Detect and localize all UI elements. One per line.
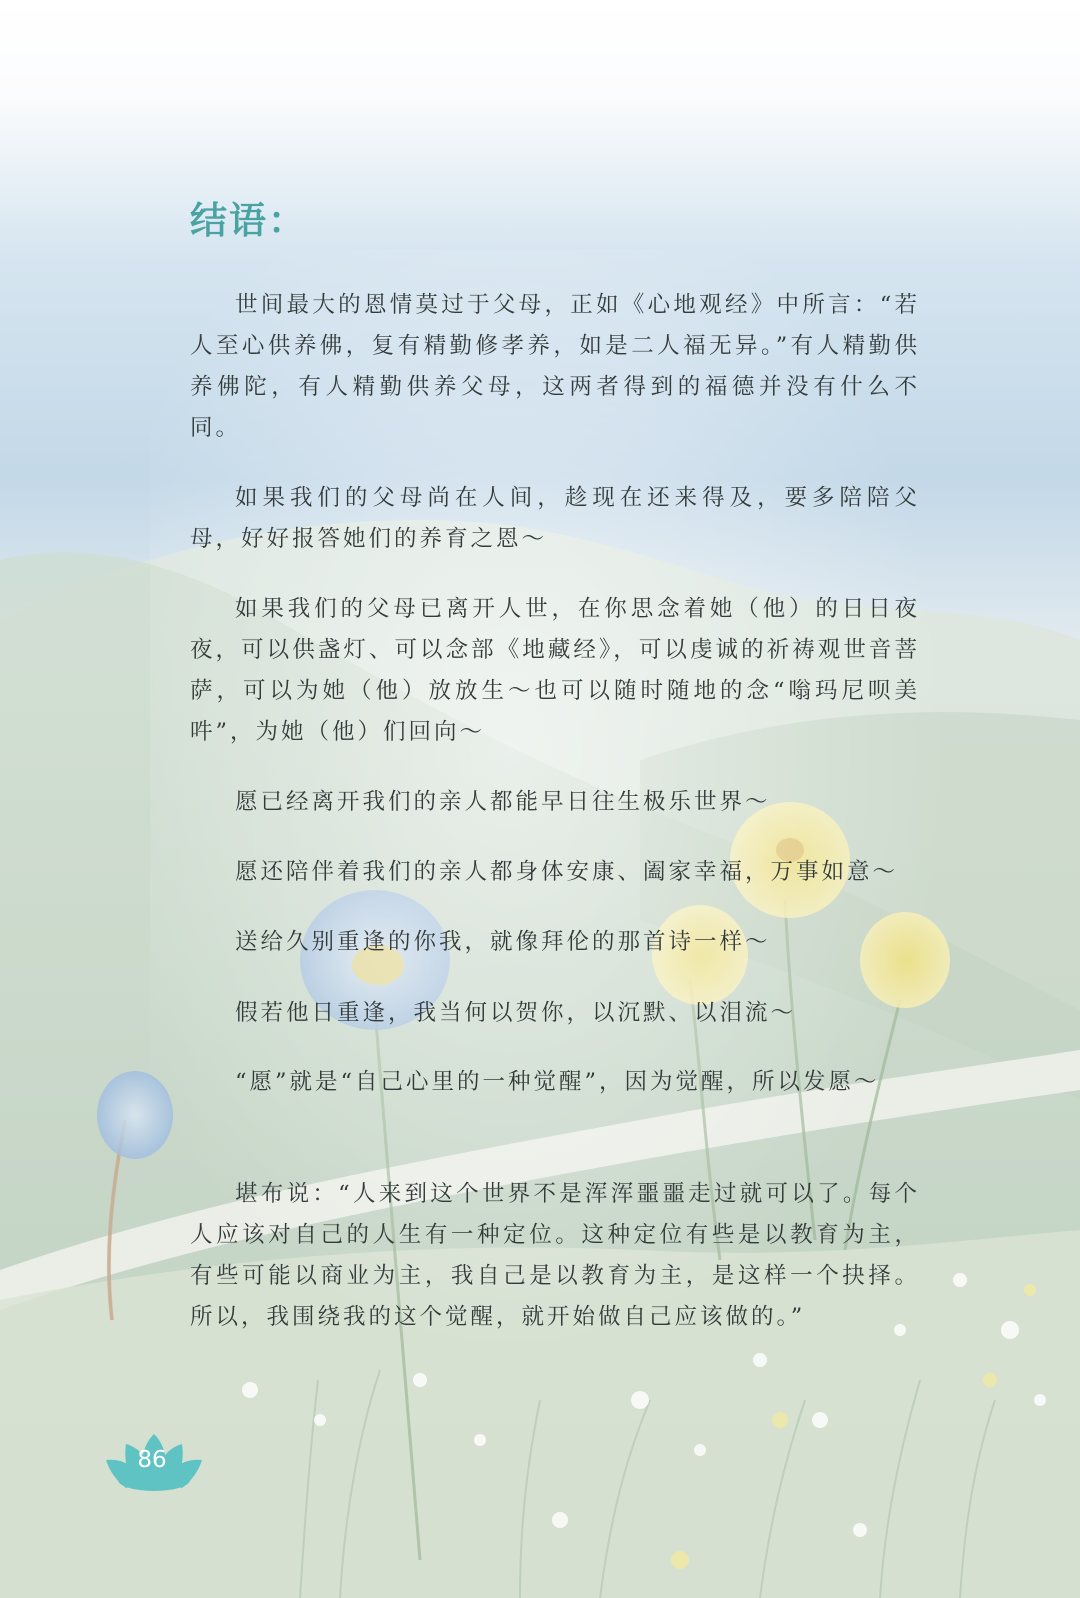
- section-heading: 结语：: [190, 199, 307, 242]
- paragraph-2: 如果我们的父母尚在人间，趁现在还来得及，要多陪陪父母，好好报答她们的养育之恩～: [190, 485, 920, 552]
- paragraph-3: 如果我们的父母已离开人世，在你思念着她（他）的日日夜夜，可以供盏灯、可以念部《地藏经》，可以虔诚的祈祷观世音菩萨，可以为她（他）放放生～也可以随时随地的念“嗡玛尼呗美吽”，为她（他）们回向～: [190, 596, 920, 745]
- page-number: 86: [137, 1447, 167, 1473]
- paragraph-9: 堪布说：“人来到这个世界不是浑浑噩噩走过就可以了。每个人应该对自己的人生有一种定位。这种定位有些是以教育为主，有些可能以商业为主，我自己是以教育为主，是这样一个抉择。所以，我围绕我的这个觉醒，就开始做自己应该做的。”: [190, 1181, 920, 1330]
- paragraph-6: 送给久别重逢的你我，就像拜伦的那首诗一样～: [235, 929, 771, 955]
- paragraph-5: 愿还陪伴着我们的亲人都身体安康、阖家幸福，万事如意～: [235, 859, 899, 885]
- page-number-badge: [104, 1430, 204, 1492]
- paragraph-7: 假若他日重逢，我当何以贺你，以沉默、以泪流～: [235, 1000, 797, 1026]
- paragraph-8: “愿”就是“自己心里的一种觉醒”，因为觉醒，所以发愿～: [235, 1069, 880, 1095]
- paragraph-4: 愿已经离开我们的亲人都能早日往生极乐世界～: [235, 789, 771, 815]
- paragraph-1: 世间最大的恩情莫过于父母，正如《心地观经》中所言：“若人至心供养佛，复有精勤修孝养，如是二人福无异。”有人精勤供养佛陀，有人精勤供养父母，这两者得到的福德并没有什么不同。: [190, 292, 920, 441]
